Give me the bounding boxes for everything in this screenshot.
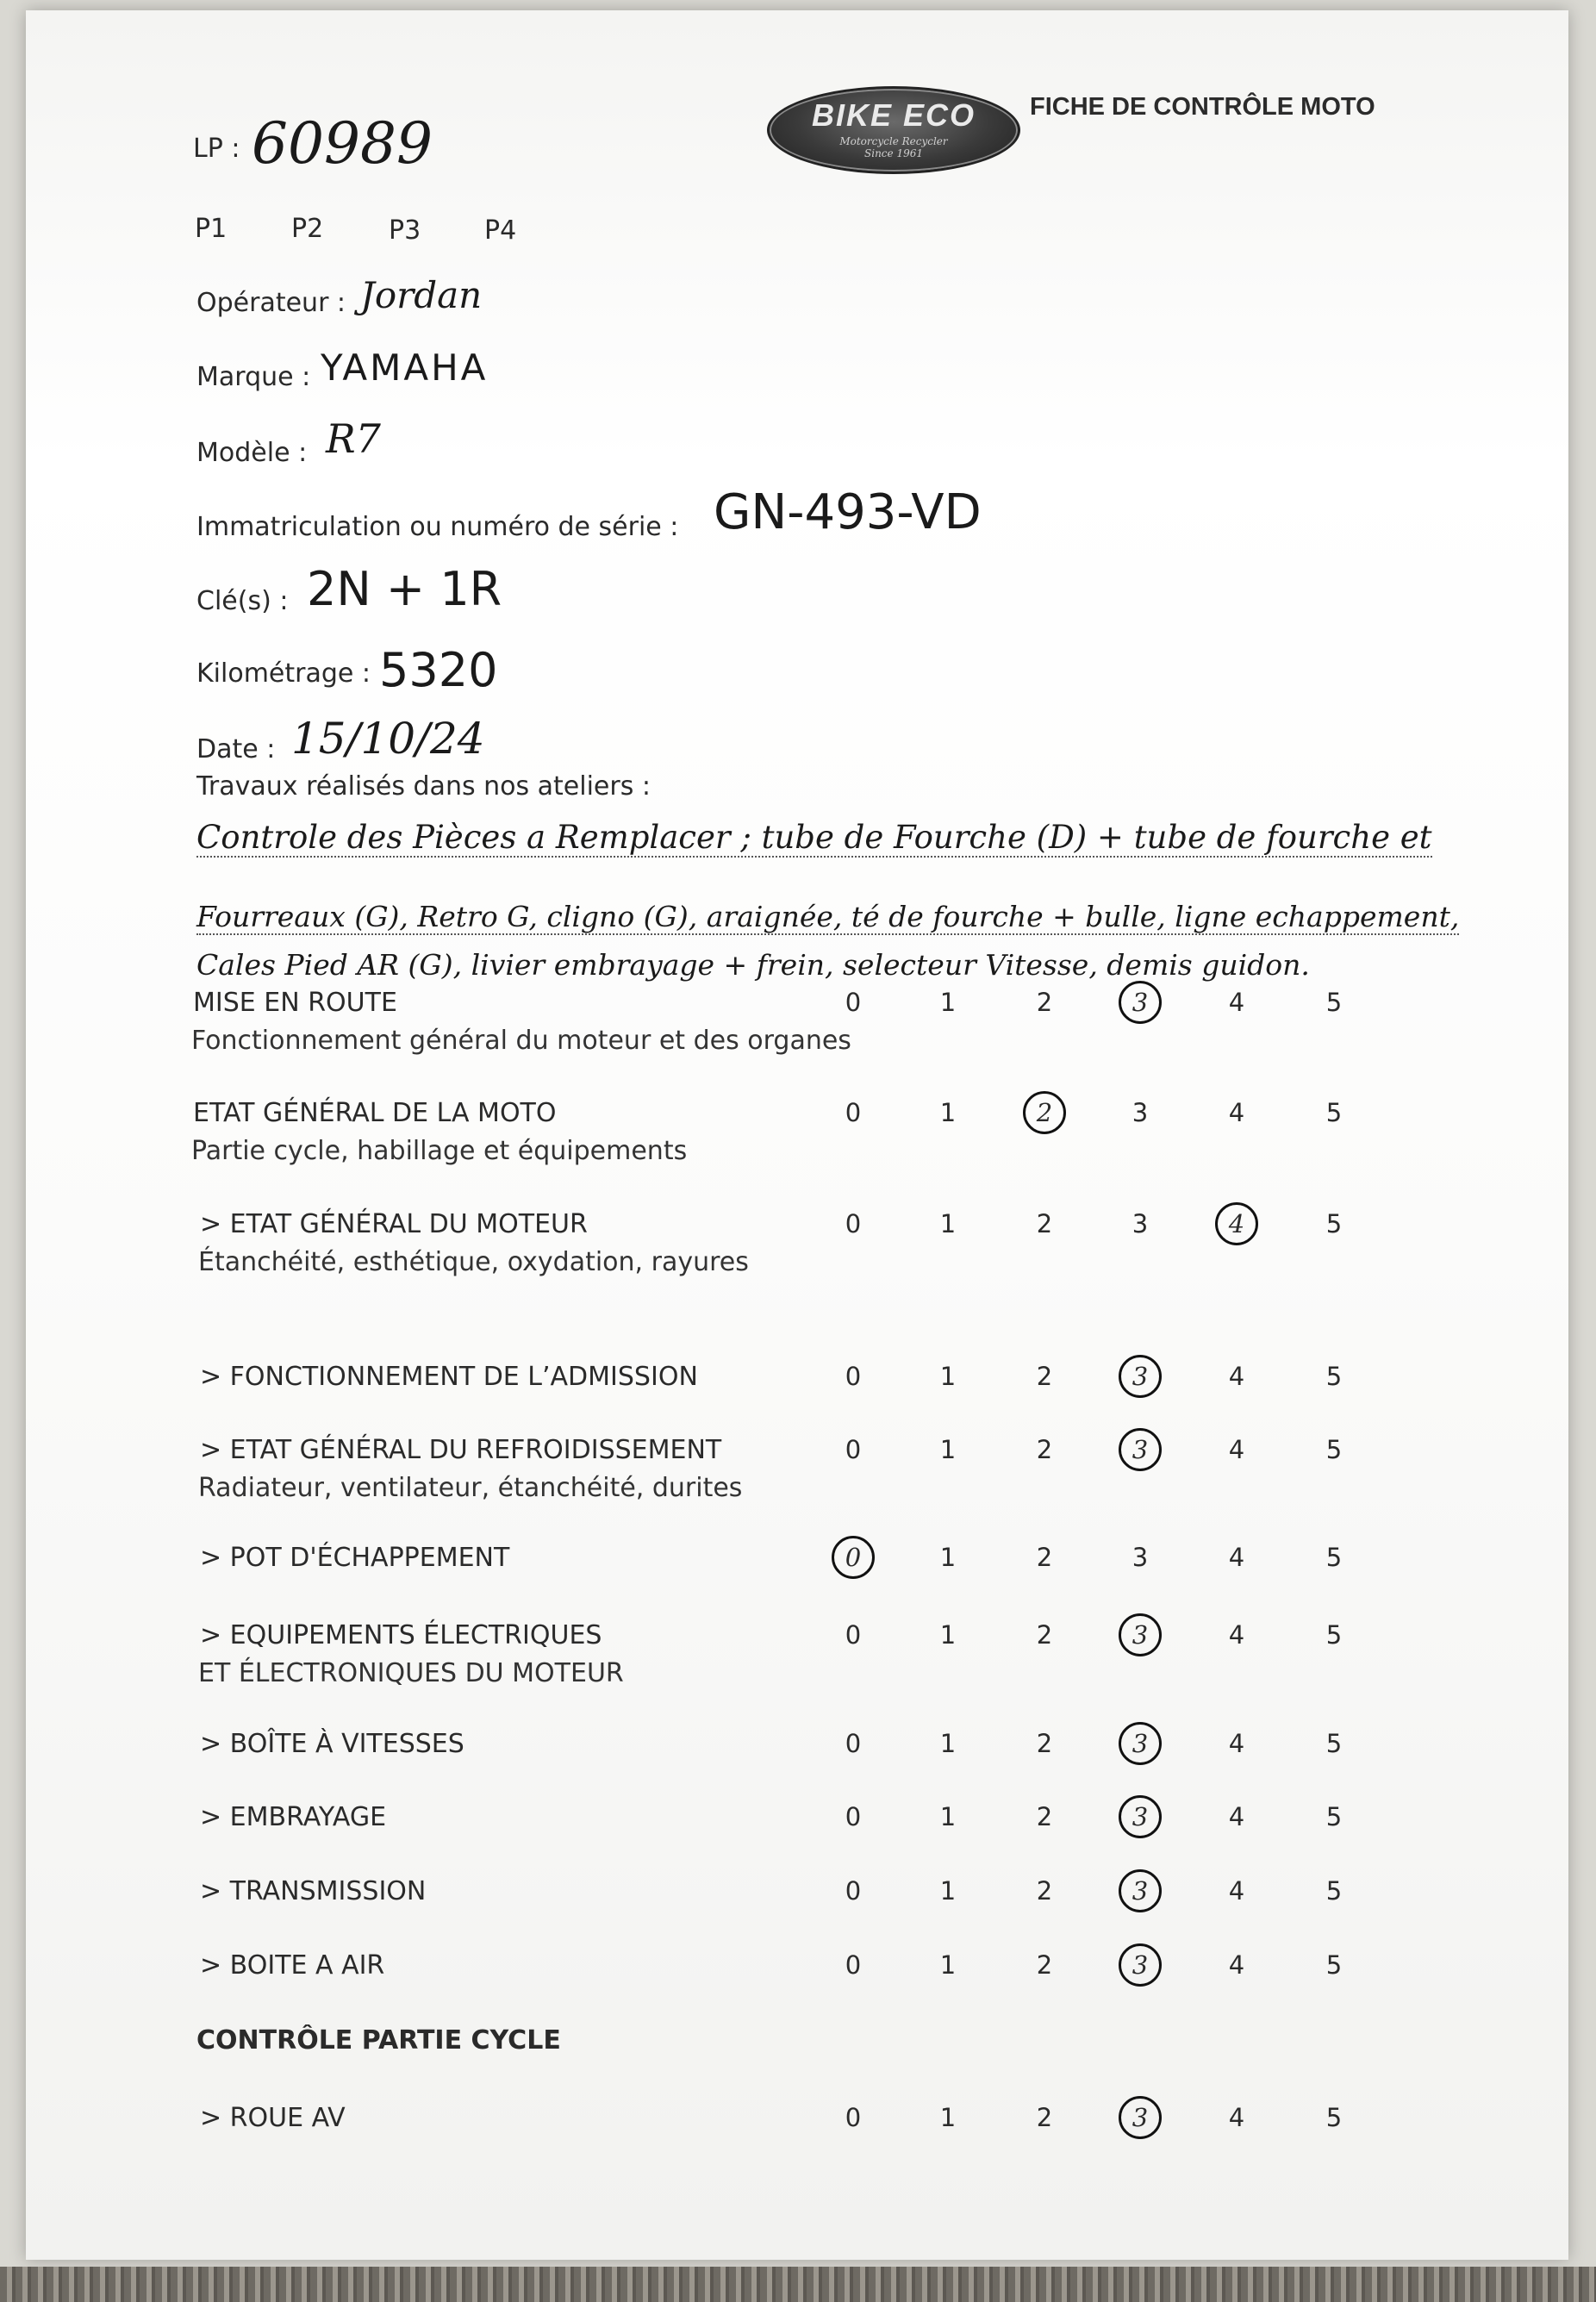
logo-line-2: Since 1961: [864, 147, 923, 159]
row-8-score-4[interactable]: 4: [1228, 1802, 1245, 1831]
row-7-score-0[interactable]: 0: [845, 1729, 862, 1758]
row-5-score-5[interactable]: 5: [1325, 1543, 1343, 1572]
row-1-subtitle: Partie cycle, habillage et équipements: [191, 1136, 688, 1166]
row-8-score-3[interactable]: 3: [1119, 1795, 1162, 1838]
control-sheet: [26, 10, 1568, 2260]
row-0-title: MISE EN ROUTE: [193, 988, 397, 1018]
row-10-score-5[interactable]: 5: [1325, 1950, 1343, 1980]
row-4-score-2[interactable]: 2: [1036, 1435, 1053, 1464]
section2-row-0-score-4[interactable]: 4: [1228, 2103, 1245, 2132]
row-3-score-0[interactable]: 0: [845, 1362, 862, 1391]
row-0-subtitle: Fonctionnement général du moteur et des organes: [191, 1026, 851, 1056]
row-5-title: > POT D'ÉCHAPPEMENT: [200, 1543, 510, 1573]
row-7-score-3[interactable]: 3: [1119, 1722, 1162, 1765]
row-1-score-0[interactable]: 0: [845, 1098, 862, 1127]
row-7-score-5[interactable]: 5: [1325, 1729, 1343, 1758]
row-7-score-4[interactable]: 4: [1228, 1729, 1245, 1758]
cles-label: Clé(s) :: [196, 586, 289, 616]
row-5-score-1[interactable]: 1: [939, 1543, 957, 1572]
row-10-score-3[interactable]: 3: [1119, 1943, 1162, 1987]
kilometrage-label: Kilométrage :: [196, 658, 371, 689]
section2-row-0-score-5[interactable]: 5: [1325, 2103, 1343, 2132]
row-8-score-5[interactable]: 5: [1325, 1802, 1343, 1831]
section2-row-0-title: > ROUE AV: [200, 2103, 346, 2133]
row-9-score-3[interactable]: 3: [1119, 1869, 1162, 1912]
marque-value: YAMAHA: [321, 346, 489, 389]
row-0-score-2[interactable]: 2: [1036, 988, 1053, 1017]
row-4-score-0[interactable]: 0: [845, 1435, 862, 1464]
row-10-score-0[interactable]: 0: [845, 1950, 862, 1980]
row-4-score-4[interactable]: 4: [1228, 1435, 1245, 1464]
lp-value: 60989: [252, 110, 433, 177]
row-3-title: > FONCTIONNEMENT DE L’ADMISSION: [200, 1362, 698, 1392]
row-3-score-4[interactable]: 4: [1228, 1362, 1245, 1391]
section2-row-0-score-3[interactable]: 3: [1119, 2096, 1162, 2139]
row-1-score-5[interactable]: 5: [1325, 1098, 1343, 1127]
row-2-score-2[interactable]: 2: [1036, 1209, 1053, 1238]
row-6-score-0[interactable]: 0: [845, 1620, 862, 1650]
logo-title: BIKE ECO: [811, 97, 976, 133]
row-1-score-2[interactable]: 2: [1023, 1091, 1066, 1134]
row-6-score-4[interactable]: 4: [1228, 1620, 1245, 1650]
row-5-score-3[interactable]: 3: [1132, 1543, 1149, 1572]
bike-eco-logo: [767, 86, 1020, 174]
row-7-score-2[interactable]: 2: [1036, 1729, 1053, 1758]
row-4-title: > ETAT GÉNÉRAL DU REFROIDISSEMENT: [200, 1435, 722, 1465]
operateur-value: Jordan: [360, 274, 483, 316]
row-3-score-1[interactable]: 1: [939, 1362, 957, 1391]
row-6-score-5[interactable]: 5: [1325, 1620, 1343, 1650]
row-2-title: > ETAT GÉNÉRAL DU MOTEUR: [200, 1209, 588, 1239]
row-2-score-0[interactable]: 0: [845, 1209, 862, 1238]
position-p3: P3: [389, 215, 421, 246]
row-4-score-1[interactable]: 1: [939, 1435, 957, 1464]
section2-row-0-score-2[interactable]: 2: [1036, 2103, 1053, 2132]
operateur-label: Opérateur :: [196, 288, 346, 318]
row-9-score-1[interactable]: 1: [939, 1876, 957, 1906]
row-9-score-5[interactable]: 5: [1325, 1876, 1343, 1906]
row-4-subtitle: Radiateur, ventilateur, étanchéité, durites: [198, 1473, 743, 1503]
row-0-score-0[interactable]: 0: [845, 988, 862, 1017]
row-10-title: > BOITE A AIR: [200, 1950, 385, 1981]
row-0-score-1[interactable]: 1: [939, 988, 957, 1017]
immat-value: GN-493-VD: [714, 484, 982, 540]
row-2-score-5[interactable]: 5: [1325, 1209, 1343, 1238]
row-9-score-2[interactable]: 2: [1036, 1876, 1053, 1906]
row-5-score-4[interactable]: 4: [1228, 1543, 1245, 1572]
row-6-title: > EQUIPEMENTS ÉLECTRIQUES: [200, 1620, 602, 1650]
row-1-score-3[interactable]: 3: [1132, 1098, 1149, 1127]
modele-label: Modèle :: [196, 438, 308, 468]
travaux-label: Travaux réalisés dans nos ateliers :: [196, 771, 651, 802]
row-8-score-0[interactable]: 0: [845, 1802, 862, 1831]
row-2-subtitle: Étanchéité, esthétique, oxydation, rayures: [198, 1247, 749, 1277]
cles-value: 2N + 1R: [307, 562, 502, 616]
row-2-score-1[interactable]: 1: [939, 1209, 957, 1238]
immat-label: Immatriculation ou numéro de série :: [196, 512, 679, 542]
row-7-title: > BOÎTE À VITESSES: [200, 1729, 464, 1759]
modele-value: R7: [326, 415, 381, 462]
row-1-score-4[interactable]: 4: [1228, 1098, 1245, 1127]
row-2-score-4[interactable]: 4: [1215, 1202, 1258, 1245]
travaux-line-1: Controle des Pièces a Remplacer ; tube de Fourche (D) + tube de fourche et: [196, 819, 1432, 856]
row-4-score-3[interactable]: 3: [1119, 1428, 1162, 1471]
row-9-score-4[interactable]: 4: [1228, 1876, 1245, 1906]
row-4-score-5[interactable]: 5: [1325, 1435, 1343, 1464]
row-9-title: > TRANSMISSION: [200, 1876, 427, 1906]
position-p2: P2: [291, 214, 324, 244]
form-title: FICHE DE CONTRÔLE MOTO: [1030, 93, 1375, 121]
row-1-score-1[interactable]: 1: [939, 1098, 957, 1127]
travaux-line-3: Cales Pied AR (G), livier embrayage + frein, selecteur Vitesse, demis guidon.: [196, 948, 1310, 982]
row-8-title: > EMBRAYAGE: [200, 1802, 387, 1832]
position-p4: P4: [484, 215, 517, 246]
row-0-score-3[interactable]: 3: [1119, 981, 1162, 1024]
row-6-score-2[interactable]: 2: [1036, 1620, 1053, 1650]
section2-row-0-score-1[interactable]: 1: [939, 2103, 957, 2132]
row-6-score-1[interactable]: 1: [939, 1620, 957, 1650]
row-6-subtitle: ET ÉLECTRONIQUES DU MOTEUR: [198, 1658, 624, 1688]
row-3-score-3[interactable]: 3: [1119, 1355, 1162, 1398]
row-7-score-1[interactable]: 1: [939, 1729, 957, 1758]
logo-line-1: Motorcycle Recycler: [839, 135, 948, 147]
travaux-line-2: Fourreaux (G), Retro G, cligno (G), araignée, té de fourche + bulle, ligne echappement,: [196, 900, 1460, 933]
logo-subtitle: [770, 135, 1018, 159]
row-5-score-0[interactable]: 0: [832, 1536, 875, 1579]
row-10-score-4[interactable]: 4: [1228, 1950, 1245, 1980]
section2-title: CONTRÔLE PARTIE CYCLE: [196, 2025, 561, 2056]
marque-label: Marque :: [196, 362, 311, 392]
row-2-score-3[interactable]: 3: [1132, 1209, 1149, 1238]
binder-strip: [0, 2267, 1596, 2302]
row-8-score-1[interactable]: 1: [939, 1802, 957, 1831]
row-8-score-2[interactable]: 2: [1036, 1802, 1053, 1831]
row-6-score-3[interactable]: 3: [1119, 1613, 1162, 1656]
row-3-score-5[interactable]: 5: [1325, 1362, 1343, 1391]
section2-row-0-score-0[interactable]: 0: [845, 2103, 862, 2132]
position-p1: P1: [195, 214, 228, 244]
row-0-score-5[interactable]: 5: [1325, 988, 1343, 1017]
kilometrage-value: 5320: [379, 643, 498, 697]
row-5-score-2[interactable]: 2: [1036, 1543, 1053, 1572]
row-10-score-2[interactable]: 2: [1036, 1950, 1053, 1980]
date-label: Date :: [196, 734, 276, 764]
row-3-score-2[interactable]: 2: [1036, 1362, 1053, 1391]
date-value: 15/10/24: [291, 714, 485, 764]
row-10-score-1[interactable]: 1: [939, 1950, 957, 1980]
row-1-title: ETAT GÉNÉRAL DE LA MOTO: [193, 1098, 557, 1128]
row-0-score-4[interactable]: 4: [1228, 988, 1245, 1017]
row-9-score-0[interactable]: 0: [845, 1876, 862, 1906]
lp-label: LP :: [193, 134, 240, 164]
